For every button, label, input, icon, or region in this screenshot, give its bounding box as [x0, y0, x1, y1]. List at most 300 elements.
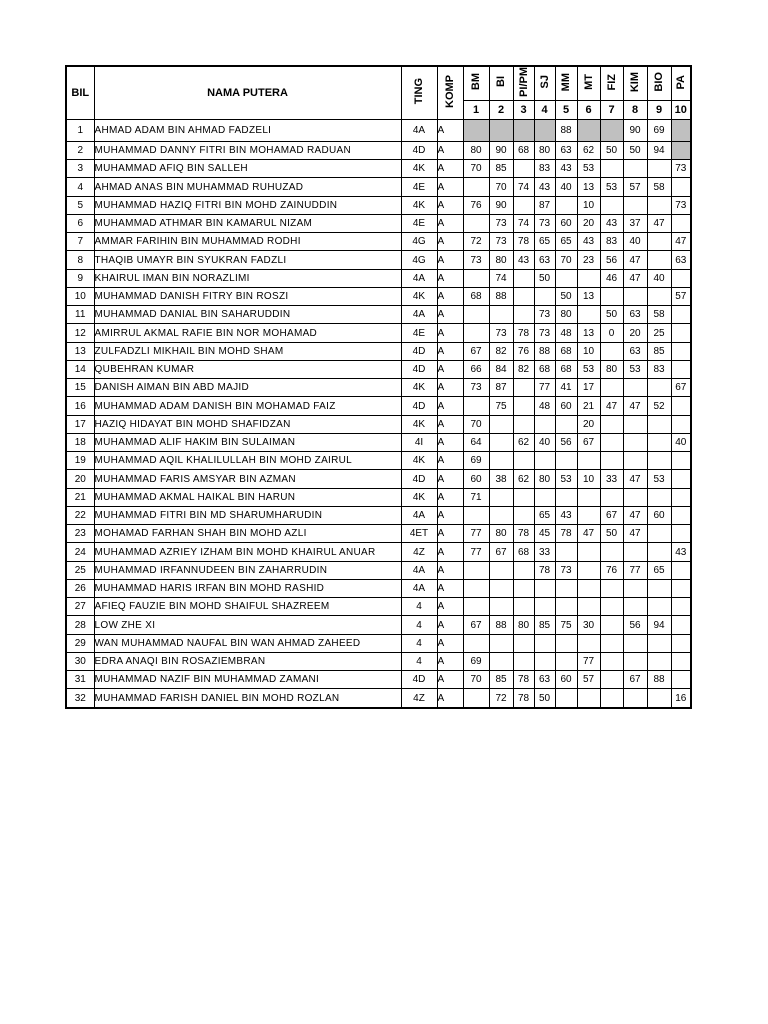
student-form: 4E — [401, 214, 437, 232]
mark-cell-kim — [623, 433, 647, 451]
mark-cell-fiz: 0 — [600, 324, 623, 342]
row-number: 18 — [66, 433, 94, 451]
mark-cell-mm: 60 — [555, 397, 577, 415]
mark-cell-bio — [647, 233, 671, 251]
table-row — [66, 525, 691, 543]
mark-cell-fiz: 50 — [600, 141, 623, 159]
subject-number-pa: 10 — [671, 100, 691, 119]
mark-cell-sj: 73 — [534, 306, 555, 324]
mark-cell-fiz — [600, 160, 623, 178]
student-name: EDRA ANAQI BIN ROSAZIEMBRAN — [94, 652, 401, 670]
mark-cell-bm — [463, 119, 489, 141]
mark-cell-fiz — [600, 452, 623, 470]
table-row — [66, 397, 691, 415]
row-number: 14 — [66, 360, 94, 378]
mark-cell-mm: 78 — [555, 525, 577, 543]
header-row-subjects — [66, 66, 691, 100]
student-form: 4E — [401, 178, 437, 196]
mark-cell-mm — [555, 689, 577, 708]
mark-cell-fiz — [600, 671, 623, 689]
student-komp: A — [437, 178, 463, 196]
mark-cell-bm — [463, 561, 489, 579]
mark-cell-pa — [671, 214, 691, 232]
mark-cell-kim: 47 — [623, 397, 647, 415]
mark-cell-pa — [671, 634, 691, 652]
student-form: 4K — [401, 379, 437, 397]
subject-label-mm: MM — [560, 72, 572, 92]
mark-cell-sj: 43 — [534, 178, 555, 196]
row-number: 4 — [66, 178, 94, 196]
header-komp — [437, 66, 463, 119]
student-name: MUHAMMAD ALIF HAKIM BIN SULAIMAN — [94, 433, 401, 451]
student-komp: A — [437, 579, 463, 597]
student-komp: A — [437, 141, 463, 159]
table-row — [66, 178, 691, 196]
mark-cell-mm — [555, 543, 577, 561]
mark-cell-bi: 80 — [489, 251, 513, 269]
mark-cell-kim — [623, 160, 647, 178]
row-number: 12 — [66, 324, 94, 342]
mark-cell-fiz: 67 — [600, 506, 623, 524]
mark-cell-sj — [534, 598, 555, 616]
student-name: MOHAMAD FARHAN SHAH BIN MOHD AZLI — [94, 525, 401, 543]
mark-cell-pipm: 78 — [513, 525, 534, 543]
student-komp: A — [437, 543, 463, 561]
row-number: 25 — [66, 561, 94, 579]
row-number: 32 — [66, 689, 94, 708]
mark-cell-kim — [623, 488, 647, 506]
mark-cell-bi — [489, 119, 513, 141]
mark-cell-bm: 68 — [463, 287, 489, 305]
mark-cell-bio: 40 — [647, 269, 671, 287]
mark-cell-mt — [577, 561, 600, 579]
mark-cell-mt — [577, 452, 600, 470]
mark-cell-bm: 60 — [463, 470, 489, 488]
student-komp: A — [437, 119, 463, 141]
student-name: MUHAMMAD AFIQ BIN SALLEH — [94, 160, 401, 178]
mark-cell-fiz: 50 — [600, 525, 623, 543]
mark-cell-fiz — [600, 689, 623, 708]
student-name: MUHAMMAD DANISH FITRY BIN ROSZI — [94, 287, 401, 305]
mark-cell-sj — [534, 579, 555, 597]
mark-cell-pa: 47 — [671, 233, 691, 251]
mark-cell-bi: 80 — [489, 525, 513, 543]
mark-cell-kim: 63 — [623, 306, 647, 324]
mark-cell-sj — [534, 452, 555, 470]
student-name: AHMAD ANAS BIN MUHAMMAD RUHUZAD — [94, 178, 401, 196]
mark-cell-mt: 62 — [577, 141, 600, 159]
mark-cell-bi: 82 — [489, 342, 513, 360]
mark-cell-sj: 80 — [534, 141, 555, 159]
mark-cell-pipm: 74 — [513, 178, 534, 196]
student-form: 4I — [401, 433, 437, 451]
mark-cell-kim — [623, 196, 647, 214]
mark-cell-pa: 73 — [671, 196, 691, 214]
mark-cell-bi: 88 — [489, 616, 513, 634]
mark-cell-pipm: 62 — [513, 433, 534, 451]
subject-number-pipm: 3 — [513, 100, 534, 119]
mark-cell-mt: 23 — [577, 251, 600, 269]
mark-cell-pa — [671, 141, 691, 159]
mark-cell-pipm: 76 — [513, 342, 534, 360]
student-komp: A — [437, 269, 463, 287]
mark-cell-bm: 70 — [463, 160, 489, 178]
mark-cell-pipm: 80 — [513, 616, 534, 634]
student-komp: A — [437, 470, 463, 488]
student-komp: A — [437, 689, 463, 708]
mark-cell-bio — [647, 379, 671, 397]
mark-cell-bio: 60 — [647, 506, 671, 524]
mark-cell-kim: 37 — [623, 214, 647, 232]
mark-cell-pa — [671, 452, 691, 470]
student-form: 4K — [401, 196, 437, 214]
mark-cell-pa — [671, 488, 691, 506]
mark-cell-mm: 65 — [555, 233, 577, 251]
mark-cell-mm: 43 — [555, 160, 577, 178]
student-name: MUHAMMAD ATHMAR BIN KAMARUL NIZAM — [94, 214, 401, 232]
student-komp: A — [437, 488, 463, 506]
mark-cell-kim — [623, 543, 647, 561]
mark-cell-bio — [647, 196, 671, 214]
mark-cell-bio — [647, 689, 671, 708]
student-komp: A — [437, 233, 463, 251]
mark-cell-kim: 56 — [623, 616, 647, 634]
mark-cell-pa — [671, 178, 691, 196]
student-komp: A — [437, 342, 463, 360]
mark-cell-pipm: 78 — [513, 671, 534, 689]
mark-cell-bi: 73 — [489, 324, 513, 342]
mark-cell-pa — [671, 561, 691, 579]
mark-cell-fiz — [600, 342, 623, 360]
row-number: 20 — [66, 470, 94, 488]
student-form: 4A — [401, 306, 437, 324]
mark-cell-mt: 43 — [577, 233, 600, 251]
mark-cell-sj: 45 — [534, 525, 555, 543]
student-komp: A — [437, 306, 463, 324]
mark-cell-sj: 50 — [534, 689, 555, 708]
mark-cell-pipm — [513, 160, 534, 178]
mark-cell-fiz: 76 — [600, 561, 623, 579]
mark-cell-pa: 40 — [671, 433, 691, 451]
row-number: 9 — [66, 269, 94, 287]
mark-cell-pa — [671, 324, 691, 342]
student-name: MUHAMMAD AZRIEY IZHAM BIN MOHD KHAIRUL ANUAR — [94, 543, 401, 561]
student-name: MUHAMMAD IRFANNUDEEN BIN ZAHARRUDIN — [94, 561, 401, 579]
student-name: MUHAMMAD HAZIQ FITRI BIN MOHD ZAINUDDIN — [94, 196, 401, 214]
mark-cell-mm: 43 — [555, 506, 577, 524]
mark-cell-pa: 73 — [671, 160, 691, 178]
mark-cell-sj: 50 — [534, 269, 555, 287]
mark-cell-mm: 53 — [555, 470, 577, 488]
row-number: 7 — [66, 233, 94, 251]
mark-cell-bi: 75 — [489, 397, 513, 415]
student-form: 4G — [401, 251, 437, 269]
mark-cell-bi — [489, 579, 513, 597]
mark-cell-bm — [463, 306, 489, 324]
mark-cell-mt: 20 — [577, 415, 600, 433]
student-form: 4D — [401, 342, 437, 360]
mark-cell-bm: 72 — [463, 233, 489, 251]
table-row — [66, 214, 691, 232]
subject-header-pipm — [513, 66, 534, 100]
mark-cell-mt: 10 — [577, 196, 600, 214]
mark-cell-bio: 52 — [647, 397, 671, 415]
student-name: MUHAMMAD FARISH DANIEL BIN MOHD ROZLAN — [94, 689, 401, 708]
mark-cell-kim: 57 — [623, 178, 647, 196]
mark-cell-mt: 77 — [577, 652, 600, 670]
mark-cell-bm: 64 — [463, 433, 489, 451]
row-number: 10 — [66, 287, 94, 305]
mark-cell-pipm: 78 — [513, 689, 534, 708]
mark-cell-mt: 21 — [577, 397, 600, 415]
mark-cell-mt: 13 — [577, 324, 600, 342]
subject-label-mt: MT — [582, 74, 595, 90]
mark-cell-kim: 47 — [623, 470, 647, 488]
mark-cell-bi — [489, 306, 513, 324]
mark-cell-pipm: 62 — [513, 470, 534, 488]
mark-cell-fiz: 47 — [600, 397, 623, 415]
mark-cell-kim: 50 — [623, 141, 647, 159]
student-komp: A — [437, 671, 463, 689]
mark-cell-bi: 84 — [489, 360, 513, 378]
subject-label-pipm: PI/PM — [517, 67, 530, 97]
student-form: 4 — [401, 616, 437, 634]
table-row — [66, 415, 691, 433]
mark-cell-fiz — [600, 433, 623, 451]
mark-cell-bio: 83 — [647, 360, 671, 378]
row-number: 17 — [66, 415, 94, 433]
mark-cell-bio: 88 — [647, 671, 671, 689]
mark-cell-fiz — [600, 579, 623, 597]
student-name: MUHAMMAD AQIL KHALILULLAH BIN MOHD ZAIRUL — [94, 452, 401, 470]
mark-cell-bm: 70 — [463, 671, 489, 689]
mark-cell-bio: 47 — [647, 214, 671, 232]
student-komp: A — [437, 561, 463, 579]
mark-cell-bi: 73 — [489, 233, 513, 251]
subject-number-bm: 1 — [463, 100, 489, 119]
subject-label-kim: KIM — [629, 71, 641, 93]
mark-cell-mt — [577, 598, 600, 616]
mark-cell-kim — [623, 415, 647, 433]
mark-cell-mm: 80 — [555, 306, 577, 324]
mark-cell-bi — [489, 634, 513, 652]
mark-cell-mm: 68 — [555, 342, 577, 360]
mark-cell-pipm: 68 — [513, 141, 534, 159]
mark-cell-kim: 67 — [623, 671, 647, 689]
student-komp: A — [437, 506, 463, 524]
mark-cell-mm — [555, 452, 577, 470]
mark-cell-pipm — [513, 119, 534, 141]
student-name: MUHAMMAD DANNY FITRI BIN MOHAMAD RADUAN — [94, 141, 401, 159]
mark-cell-mm: 60 — [555, 671, 577, 689]
mark-cell-bm: 67 — [463, 616, 489, 634]
table-row — [66, 119, 691, 141]
mark-cell-sj — [534, 287, 555, 305]
subject-number-mm: 5 — [555, 100, 577, 119]
student-name: WAN MUHAMMAD NAUFAL BIN WAN AHMAD ZAHEED — [94, 634, 401, 652]
student-form: 4A — [401, 269, 437, 287]
student-komp: A — [437, 452, 463, 470]
mark-cell-pa — [671, 306, 691, 324]
mark-cell-mt — [577, 306, 600, 324]
header-bil: BIL — [66, 66, 94, 119]
row-number: 23 — [66, 525, 94, 543]
student-form: 4A — [401, 119, 437, 141]
mark-cell-fiz — [600, 379, 623, 397]
mark-cell-bio — [647, 598, 671, 616]
mark-cell-fiz — [600, 287, 623, 305]
mark-cell-bio: 69 — [647, 119, 671, 141]
mark-cell-pipm: 82 — [513, 360, 534, 378]
table-row — [66, 598, 691, 616]
mark-cell-mt — [577, 119, 600, 141]
student-name: LOW ZHE XI — [94, 616, 401, 634]
mark-cell-bio: 58 — [647, 306, 671, 324]
row-number: 28 — [66, 616, 94, 634]
table-row — [66, 360, 691, 378]
mark-cell-mt: 13 — [577, 287, 600, 305]
student-komp: A — [437, 287, 463, 305]
mark-cell-bm: 77 — [463, 525, 489, 543]
mark-cell-mm: 41 — [555, 379, 577, 397]
mark-cell-pipm — [513, 561, 534, 579]
mark-cell-bi: 87 — [489, 379, 513, 397]
mark-cell-fiz: 46 — [600, 269, 623, 287]
mark-cell-bm — [463, 269, 489, 287]
mark-cell-sj: 87 — [534, 196, 555, 214]
row-number: 27 — [66, 598, 94, 616]
subject-header-bm — [463, 66, 489, 100]
student-form: 4D — [401, 397, 437, 415]
mark-cell-bio — [647, 488, 671, 506]
mark-cell-fiz — [600, 598, 623, 616]
mark-cell-mt: 53 — [577, 360, 600, 378]
row-number: 13 — [66, 342, 94, 360]
mark-cell-sj: 78 — [534, 561, 555, 579]
table-row — [66, 488, 691, 506]
mark-cell-kim — [623, 579, 647, 597]
mark-cell-mt: 20 — [577, 214, 600, 232]
mark-cell-pa — [671, 415, 691, 433]
student-name: MUHAMMAD FITRI BIN MD SHARUMHARUDIN — [94, 506, 401, 524]
mark-cell-pipm: 78 — [513, 324, 534, 342]
mark-cell-bi — [489, 433, 513, 451]
mark-cell-bi: 85 — [489, 671, 513, 689]
mark-cell-bi — [489, 415, 513, 433]
mark-cell-bio — [647, 543, 671, 561]
mark-cell-bm: 67 — [463, 342, 489, 360]
mark-cell-bm — [463, 579, 489, 597]
row-number: 6 — [66, 214, 94, 232]
row-number: 29 — [66, 634, 94, 652]
student-name: KHAIRUL IMAN BIN NORAZLIMI — [94, 269, 401, 287]
subject-label-sj: SJ — [538, 75, 551, 89]
mark-cell-kim — [623, 287, 647, 305]
student-komp: A — [437, 652, 463, 670]
mark-cell-bi: 90 — [489, 141, 513, 159]
table-row — [66, 433, 691, 451]
mark-cell-kim: 20 — [623, 324, 647, 342]
mark-cell-mt: 67 — [577, 433, 600, 451]
subject-header-mm — [555, 66, 577, 100]
mark-cell-bi — [489, 506, 513, 524]
mark-cell-pa — [671, 360, 691, 378]
mark-cell-sj: 63 — [534, 671, 555, 689]
student-name: MUHAMMAD ADAM DANISH BIN MOHAMAD FAIZ — [94, 397, 401, 415]
mark-cell-pipm — [513, 452, 534, 470]
mark-cell-mt: 47 — [577, 525, 600, 543]
student-form: 4E — [401, 324, 437, 342]
mark-cell-pa: 63 — [671, 251, 691, 269]
mark-cell-bi — [489, 561, 513, 579]
mark-cell-pipm: 68 — [513, 543, 534, 561]
student-komp: A — [437, 196, 463, 214]
mark-cell-mm: 75 — [555, 616, 577, 634]
mark-cell-mm: 48 — [555, 324, 577, 342]
mark-cell-pa — [671, 470, 691, 488]
mark-cell-bio — [647, 433, 671, 451]
mark-cell-pipm: 74 — [513, 214, 534, 232]
student-komp: A — [437, 160, 463, 178]
mark-cell-bm: 69 — [463, 652, 489, 670]
mark-cell-bio: 94 — [647, 616, 671, 634]
mark-cell-bio: 53 — [647, 470, 671, 488]
student-name: MUHAMMAD HARIS IRFAN BIN MOHD RASHID — [94, 579, 401, 597]
mark-cell-bm: 70 — [463, 415, 489, 433]
row-number: 30 — [66, 652, 94, 670]
row-number: 2 — [66, 141, 94, 159]
mark-cell-bio — [647, 525, 671, 543]
subject-header-bi — [489, 66, 513, 100]
mark-cell-bm — [463, 324, 489, 342]
student-form: 4D — [401, 470, 437, 488]
mark-cell-bio: 25 — [647, 324, 671, 342]
mark-cell-sj: 83 — [534, 160, 555, 178]
mark-cell-sj: 63 — [534, 251, 555, 269]
mark-cell-sj: 33 — [534, 543, 555, 561]
mark-cell-bio — [647, 160, 671, 178]
subject-number-bi: 2 — [489, 100, 513, 119]
mark-cell-pa — [671, 506, 691, 524]
row-number: 3 — [66, 160, 94, 178]
mark-cell-pa: 67 — [671, 379, 691, 397]
mark-cell-pa — [671, 671, 691, 689]
subject-label-bio: BIO — [653, 72, 665, 92]
mark-cell-pa — [671, 269, 691, 287]
student-name: THAQIB UMAYR BIN SYUKRAN FADZLI — [94, 251, 401, 269]
mark-cell-mm: 40 — [555, 178, 577, 196]
mark-cell-mt: 17 — [577, 379, 600, 397]
student-form: 4 — [401, 652, 437, 670]
student-form: 4K — [401, 287, 437, 305]
student-form: 4D — [401, 141, 437, 159]
table-row — [66, 652, 691, 670]
student-komp: A — [437, 634, 463, 652]
mark-cell-bi — [489, 488, 513, 506]
mark-cell-kim — [623, 379, 647, 397]
mark-cell-sj: 88 — [534, 342, 555, 360]
mark-cell-sj: 68 — [534, 360, 555, 378]
mark-cell-sj: 65 — [534, 233, 555, 251]
mark-cell-bi: 85 — [489, 160, 513, 178]
student-name: QUBEHRAN KUMAR — [94, 360, 401, 378]
mark-cell-fiz — [600, 119, 623, 141]
student-form: 4ET — [401, 525, 437, 543]
subject-number-fiz: 7 — [600, 100, 623, 119]
mark-cell-bm — [463, 506, 489, 524]
student-form: 4Z — [401, 543, 437, 561]
mark-cell-kim: 90 — [623, 119, 647, 141]
